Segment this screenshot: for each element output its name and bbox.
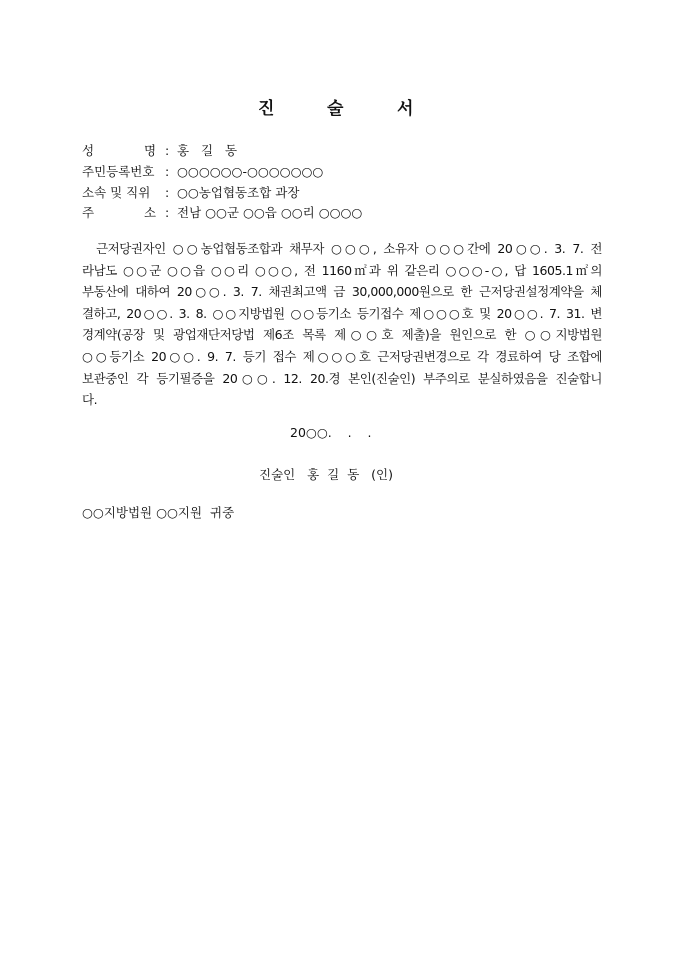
statement-line: 근저당권자인 ○○농업협동조합과 채무자 ○○○, 소유자 ○○○간에 20○○. 3. 7. 전 bbox=[82, 241, 602, 256]
field-name bbox=[82, 143, 237, 159]
field-affiliation bbox=[82, 185, 299, 201]
field-resident-number-label bbox=[82, 164, 165, 180]
field-name-label bbox=[82, 143, 165, 159]
field-address-label-char-2: 소 bbox=[144, 205, 157, 220]
field-address-value: 전남 ○○군 ○○읍 ○○리 ○○○○ bbox=[177, 205, 363, 220]
field-resident-number-value: ○○○○○○-○○○○○○○ bbox=[177, 164, 324, 179]
field-affiliation-label bbox=[82, 185, 165, 201]
field-name-colon: : bbox=[165, 143, 170, 158]
statement-line: 경계약(공장 및 광업재단저당법 제6조 목록 제○○호 제출)을 원인으로 한 ○○지방법원 bbox=[82, 327, 602, 343]
statement-body bbox=[82, 238, 602, 411]
statement-line: 라남도 ○○군 ○○읍 ○○리 ○○○, 전 1160㎡과 위 같은리 ○○○-○, 답 1605.1㎡의 bbox=[82, 262, 602, 278]
title-char-2: 술 bbox=[327, 99, 344, 119]
field-resident-number-colon: : bbox=[165, 164, 170, 179]
title-char-3: 서 bbox=[397, 99, 414, 119]
field-address-label bbox=[82, 205, 165, 221]
recipient-line: ○○지방법원 ○○지원 귀중 bbox=[82, 505, 235, 520]
statement-line: 보관중인 각 등기필증을 20○○. 12. 20.경 본인(진술인) 부주의로 분실하였음을 진술합니 bbox=[82, 370, 602, 386]
field-affiliation-value: ○○농업협동조합 과장 bbox=[177, 185, 300, 200]
field-address-label-char-1: 주 bbox=[82, 205, 95, 220]
field-affiliation-label-text: 소속 및 직위 bbox=[82, 185, 151, 200]
field-resident-number bbox=[82, 164, 323, 180]
statement-line: 결하고, 20○○. 3. 8. ○○지방법원 ○○등기소 등기접수 제○○○호 및 20○○. 7. 31. 변 bbox=[82, 305, 602, 321]
document-date: 20○○. . . bbox=[290, 425, 372, 440]
statement-line: 부동산에 대하여 20○○. 3. 7. 채권최고액 금 30,000,000원으로 한 근저당권설정계약을 체 bbox=[82, 284, 602, 300]
signature-line: 진술인 홍 길 동 (인) bbox=[259, 467, 394, 482]
document-title bbox=[0, 94, 680, 118]
title-char-1: 진 bbox=[258, 99, 275, 119]
field-affiliation-colon: : bbox=[165, 185, 170, 200]
statement-line: 다. bbox=[82, 392, 98, 408]
field-address-colon: : bbox=[165, 205, 170, 220]
field-resident-number-label-text: 주민등록번호 bbox=[82, 164, 155, 179]
field-name-value: 홍 길 동 bbox=[177, 143, 238, 158]
field-name-label-char-1: 성 bbox=[82, 143, 95, 158]
statement-line: ○○등기소 20○○. 9. 7. 등기 접수 제○○○호 근저당권변경으로 각 경료하여 당 조합에 bbox=[82, 348, 602, 364]
field-name-label-char-2: 명 bbox=[144, 143, 157, 158]
field-address bbox=[82, 205, 362, 221]
